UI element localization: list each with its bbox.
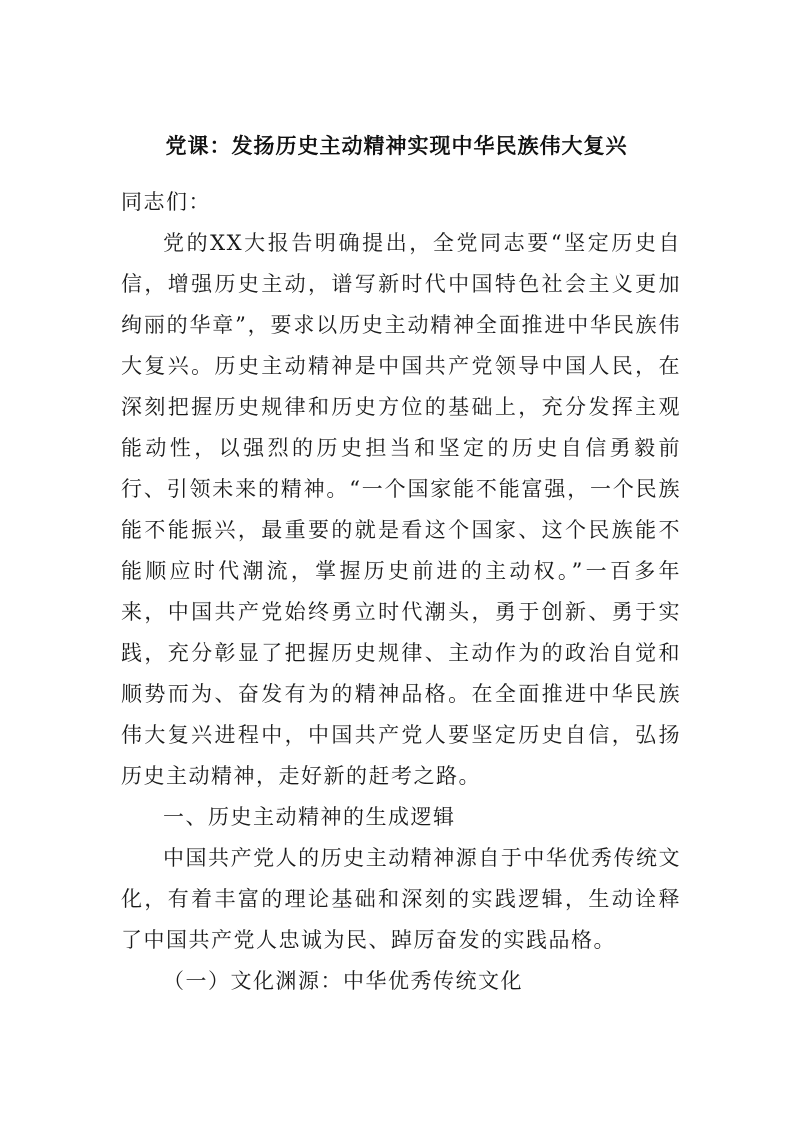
section-heading-1: 一、历史主动精神的生成逻辑 (163, 805, 456, 829)
page-title: 党课：发扬历史主动精神实现中华民族伟大复兴 (165, 133, 628, 158)
document-body (121, 182, 681, 1002)
salutation: 同志们： (121, 190, 211, 214)
paragraph-intro: 党的XX大报告明确提出，全党同志要“坚定历史自信，增强历史主动，谱写新时代中国特色社会主义更加绚丽的华章”，要求以历史主动精神全面推进中华民族伟大复兴。历史主动精神是中国共产党领导中国人民，在深刻把握历史规律和历史方位的基础上，充分发挥主观能动性，以强烈的历史担当和坚定的历史自信勇毅前行、引领未来的精神。“一个国家能不能富强，一个民族能不能振兴，最重要的就是看这个国家、这个民族能不能顺应时代潮流，掌握历史前进的主动权。”一百多年来，中国共产党始终勇立时代潮头，勇于创新、勇于实践，充分彰显了把握历史规律、主动作为的政治自觉和顺势而为、奋发有为的精神品格。在全面推进中华民族伟大复兴进程中，中国共产党人要坚定历史自信，弘扬历史主动精神，走好新的赶考之路。 (121, 231, 681, 788)
paragraph-section-1: 中国共产党人的历史主动精神源自于中华优秀传统文化，有着丰富的理论基础和深刻的实践逻辑，生动诠释了中国共产党人忠诚为民、踔厉奋发的实践品格。 (121, 846, 681, 952)
subsection-heading-1-1: （一）文化渊源：中华优秀传统文化 (163, 969, 523, 993)
